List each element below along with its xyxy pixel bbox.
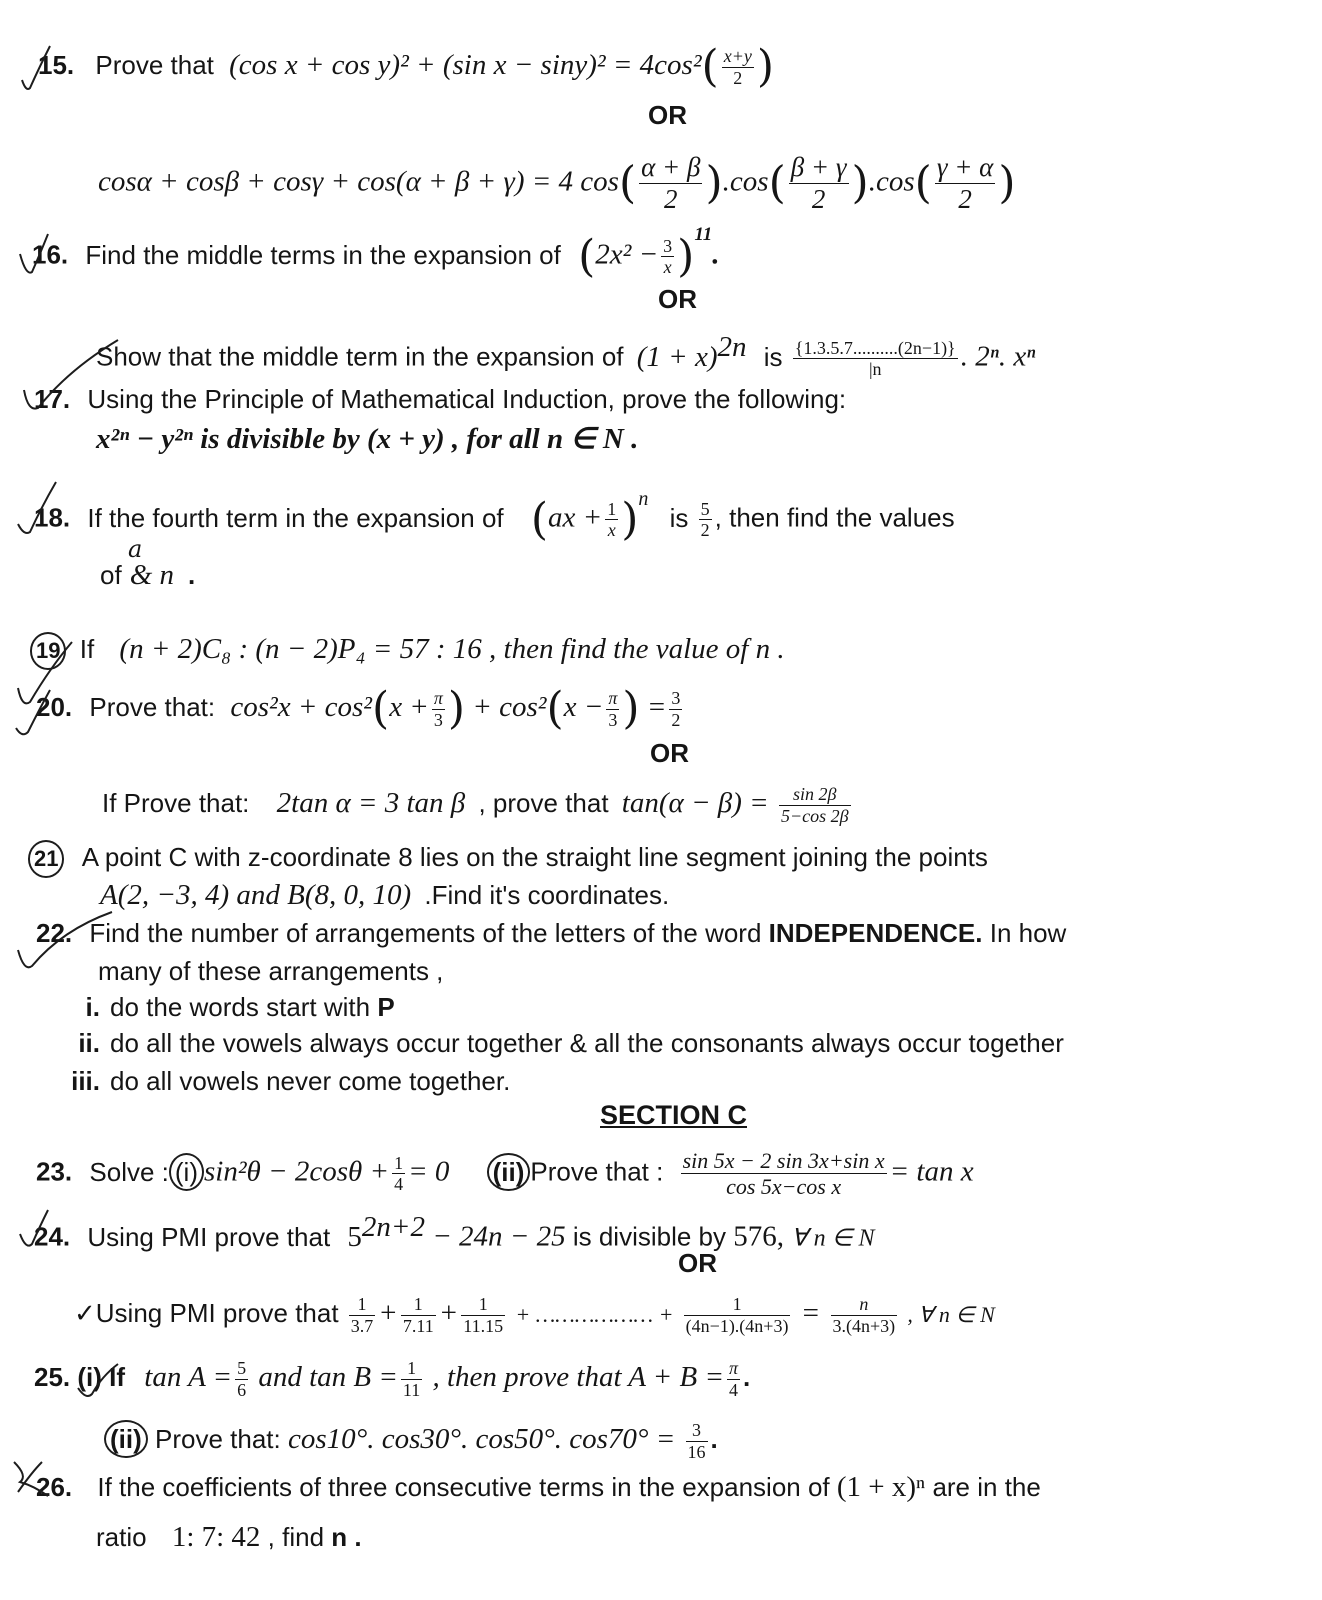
tick-mark-icon	[14, 40, 54, 100]
q26-line: 26. If the coefficients of three consecutive terms in the expansion of (1 + x)ⁿ are in the	[36, 1471, 1041, 1503]
q22-item: i. do the words start with P	[85, 992, 395, 1022]
q18-number: 18.	[34, 502, 71, 533]
q20-alt-line: If Prove that: 2tan α = 3 tan β , prove that tan(α − β) = $\frac{\sin 2\beta}{5-\cos 2\beta}$	[102, 784, 849, 826]
q21-line: 21 A point C with z-coordinate 8 lies on the straight line segment joining the points	[28, 840, 988, 878]
q15-fraction: $\frac{x+y}{2}$	[723, 46, 752, 88]
q18-handwritten-a: a	[128, 535, 143, 563]
q16-line: 16. Find the middle terms in the expansion of (2x² − $\frac{3}{x}$ )$^{11}$.	[32, 224, 720, 282]
q15-line: 15. Prove that (cos x + cos y)² + (sin x − siny)² = 4cos²( $\frac{x+y}{2}$ )	[38, 41, 774, 93]
q19-line: 19 If (n + 2)C₈ : (n − 2)P₄ = 57 : 16 , then find the value of n .	[30, 632, 785, 670]
q16-alt-text: Show that the middle term in the expansion of	[96, 341, 624, 372]
q24-number: 24.	[34, 1221, 71, 1252]
q18-line: 18. If the fourth term in the expansion of (ax + $\frac{1}{x}$ )$^n$ is $\frac{5}{2}$ , then find the values	[34, 488, 955, 545]
tick-mark-icon	[18, 330, 128, 420]
q22-number: 22.	[36, 918, 73, 948]
q19-number: 19	[30, 632, 66, 670]
scribble-icon	[8, 1452, 58, 1502]
q20-number: 20.	[36, 692, 73, 723]
q24-line: 24. Using PMI prove that $5^{2n+2} - 24n - 25$ is divisible by 576, ∀ n ∈ N	[34, 1211, 875, 1253]
q17-text: Using the Principle of Mathematical Induction, prove the following:	[87, 384, 847, 414]
worksheet-page: 15. Prove that (cos x + cos y)² + (sin x − siny)² = 4cos²( $\frac{x+y}{2}$ ) OR cosα + cosβ + cosγ + cos(α + β + γ) = 4 cos( $\frac{\alpha + \beta}{2}$ ).cos( $\frac{\beta + \gamma}{2}$ ).cos( $\frac{\gamma + \alpha}{2}$ ) 16. Find the middle terms in the expansion of (2x² − $\frac{3}{x}$ )$^{11}$. OR Show that the middle term in the expansion of $(1 + x)^{2n}$ is $\frac{\{1.3.5.7..........(2n-1)\}}{|n}$ . 2ⁿ. xⁿ 17. Using the Principle of Mathematical Induction, prove the following: x²ⁿ − y²ⁿ is divisible by (x + y) , for all n ∈ N . 18. If the fourth term in the expansion of (ax + $\frac{1}{x}$ )$^n$ is $\frac{5}{2}$ , then find the values a of & n . 19 If (n + 2)C₈ : (n − 2)P₄ = 57 : 16 , then find the value of n . 20. Prove that: cos²x + cos²(x + $\frac{\pi}{3}$ ) + cos²(x − $\frac{\pi}{3}$ ) = $\frac{3}{2}$ OR If Prove that: 2tan α = 3 tan β , prove that tan(α − β) = $\frac{\sin 2\beta}{5-\cos 2\beta}$ 21 A point C with z-coordinate 8 lies on the straight line segment joining the points A(2, −3, 4) and B(8, 0, 10) .Find it's coordinates. 22. Find the number of arrangements of the letters of the word INDEPENDENCE. In how many of these arrangements , i. do the words start with P ii. do all the vowels always occur together & all the consonants always occur together iii. do all vowels never come together. SECTION C 23. Solve : (i) sin²θ − 2cosθ + $\frac{1}{4}$ = 0 (ii) Prove that : $\frac{\text{sin 5x − 2 sin 3x+sin x}}{\text{cos 5x−cos x}}$ = tan x 24. Using PMI prove that $5^{2n+2} - 24n - 25$ is divisible by 576, ∀ n ∈ N OR ✓Using PMI prove that $\frac{1}{3.7}$ + $\frac{1}{7.11}$ + $\frac{1}{11.15}$ + ……………… + $\frac{1}{(4n-1).(4n+3)}$ = $\frac{n}{3.(4n+3)}$ , ∀ n ∈ N 25. (i) If tan A = $\frac{5}{6}$ and tan B = $\frac{1}{11}$ , then prove that A + B = $\frac{\pi}{4}$ . (ii) Prove that: cos10°. cos30°. cos50°. cos70° = $\frac{3}{16}$ . 26. If the coefficients of three consecutive terms in the expansion of (1 + x)ⁿ are in the ratio 1: 7: 42 , find n .	[0, 0, 1322, 1600]
q16-number: 16.	[32, 239, 69, 270]
q16-alt-line: Show that the middle term in the expansion of $(1 + x)^{2n}$ is $\frac{\{1.3.5.7..........(2n-1)\}}{|n}$ . 2ⁿ. xⁿ	[96, 331, 1036, 380]
q15-text: Prove that	[95, 50, 214, 81]
q20-line: 20. Prove that: cos²x + cos²(x + $\frac{\pi}{3}$ ) + cos²(x − $\frac{\pi}{3}$ ) = $\frac{3}{2}$	[36, 683, 681, 735]
q16-or: OR	[658, 284, 697, 314]
q17-line	[34, 382, 846, 416]
q18-text: If the fourth term in the expansion of	[87, 502, 504, 533]
q19-equation: (n + 2)C₈ : (n − 2)P₄ = 57 : 16 , then find the value of n .	[119, 633, 785, 665]
q16-text: Find the middle terms in the expansion of	[85, 239, 561, 270]
q24-alt-line: ✓Using PMI prove that $\frac{1}{3.7}$ + $\frac{1}{7.11}$ + $\frac{1}{11.15}$ + ……………… + $\frac{1}{(4n-1).(4n+3)}$ = $\frac{n}{3.(4n+3)}$ , ∀ n ∈ N	[74, 1294, 995, 1336]
q21-points: A(2, −3, 4) and B(8, 0, 10)	[100, 879, 412, 911]
q17-equation: x²ⁿ − y²ⁿ is divisible by (x + y) , for all n ∈ N .	[96, 423, 639, 455]
q22-line: 22. Find the number of arrangements of the letters of the word INDEPENDENCE. In how	[36, 918, 1067, 948]
q26-number: 26.	[36, 1472, 73, 1502]
q16-expression: 2x² −	[595, 238, 659, 271]
q25-part-ii: (ii) Prove that: cos10°. cos30°. cos50°. cos70° = $\frac{3}{16}$ .	[104, 1420, 718, 1462]
tick-mark-icon	[14, 226, 54, 286]
tick-mark-icon	[10, 628, 80, 738]
q23-line: 23. Solve : (i) sin²θ − 2cosθ + $\frac{1}{4}$ = 0 (ii) Prove that : $\frac{\text{sin 5x − 2 sin 3x+sin x}}{\text{cos 5x−cos x}}$ = tan x	[36, 1148, 974, 1200]
q24-or: OR	[678, 1248, 717, 1278]
q17-number: 17.	[34, 384, 71, 414]
q23-number: 23.	[36, 1156, 73, 1187]
q15-number: 15.	[38, 50, 75, 81]
q25-number: 25.	[34, 1362, 71, 1393]
section-c-heading: SECTION C	[600, 1100, 748, 1130]
tick-mark-icon	[12, 476, 62, 546]
tick-mark-icon	[14, 1204, 54, 1254]
tick-mark-icon	[74, 1360, 124, 1400]
q20-or: OR	[650, 738, 689, 768]
q22-word: INDEPENDENCE.	[768, 918, 983, 948]
q22-item: iii. do all vowels never come together.	[71, 1066, 511, 1096]
q15-or: OR	[648, 100, 687, 130]
q21-number: 21	[28, 840, 64, 878]
q15-alt-lhs: cosα + cosβ + cosγ + cos(α + β + γ) = 4 cos	[98, 165, 619, 198]
tick-mark-icon	[12, 900, 122, 980]
q15-alt-line: cosα + cosβ + cosγ + cos(α + β + γ) = 4 cos( $\frac{\alpha + \beta}{2}$ ).cos( $\frac{\beta + \gamma}{2}$ ).cos( $\frac{\gamma + \alpha}{2}$ )	[98, 152, 1016, 215]
q25-line: 25. (i) If tan A = $\frac{5}{6}$ and tan B = $\frac{1}{11}$ , then prove that A + B = $\frac{\pi}{4}$ .	[34, 1358, 751, 1400]
q15-equation: (cos x + cos y)² + (sin x − siny)² = 4cos²	[229, 49, 702, 82]
q22-item: ii. do all the vowels always occur together & all the consonants always occur together	[78, 1028, 1064, 1058]
q16-alt-fraction: $\frac{\{1.3.5.7..........(2n-1)\}}{|n}$	[794, 337, 956, 380]
